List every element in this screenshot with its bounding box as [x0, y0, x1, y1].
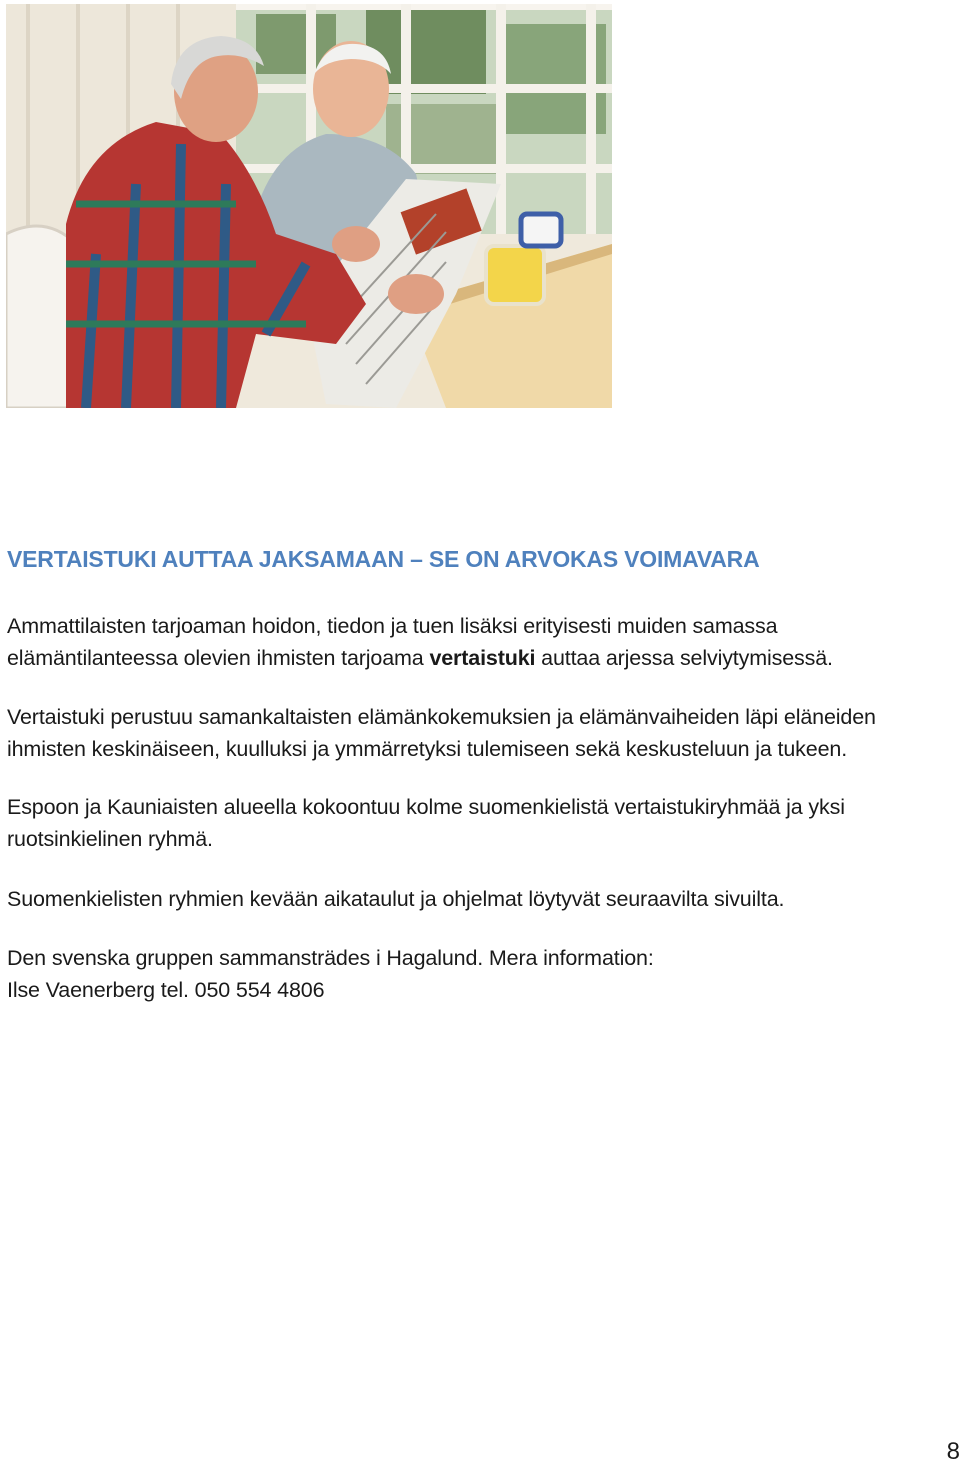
contact-line: Ilse Vaenerberg tel. 050 554 4806: [7, 978, 325, 1002]
text-run: elämäntilanteessa olevien ihmisten tarjoama: [7, 646, 430, 670]
bold-term-vertaistuki: vertaistuki: [429, 646, 536, 670]
paragraph-line: Den svenska gruppen sammansträdes i Hagalund. Mera information:: [7, 946, 654, 970]
paragraph-line: Vertaistuki perustuu samankaltaisten elämänkokemuksien ja elämänvaiheiden läpi eläneiden: [7, 705, 876, 729]
paragraph-peer-support-basis: [7, 701, 952, 765]
paragraph-line: Ammattilaisten tarjoaman hoidon, tiedon ja tuen lisäksi erityisesti muiden samassa: [7, 614, 778, 638]
paragraph-line: [7, 642, 952, 674]
page-number: 8: [946, 1438, 960, 1465]
text-run: auttaa arjessa selviytymisessä.: [535, 646, 833, 670]
photo-two-men-reading-newspaper: [6, 4, 612, 408]
paragraph-line: Suomenkielisten ryhmien kevään aikataulut ja ohjelmat löytyvät seuraavilta sivuilta.: [7, 887, 785, 911]
paragraph-line: ihmisten keskinäiseen, kuulluksi ja ymmärretyksi tulemiseen sekä keskusteluun ja tukeen.: [7, 737, 848, 761]
paragraph-groups-in-area: [7, 791, 952, 855]
paragraph-line: ruotsinkielinen ryhmä.: [7, 827, 213, 851]
section-heading: VERTAISTUKI AUTTAA JAKSAMAAN – SE ON ARVOKAS VOIMAVARA: [7, 546, 760, 572]
paragraph-schedules: [7, 883, 952, 915]
paragraph-swedish-group: [7, 942, 952, 1006]
paragraph-line: Espoon ja Kauniaisten alueella kokoontuu kolme suomenkielistä vertaistukiryhmää ja yksi: [7, 795, 845, 819]
paragraph-professional-support: [7, 610, 952, 674]
